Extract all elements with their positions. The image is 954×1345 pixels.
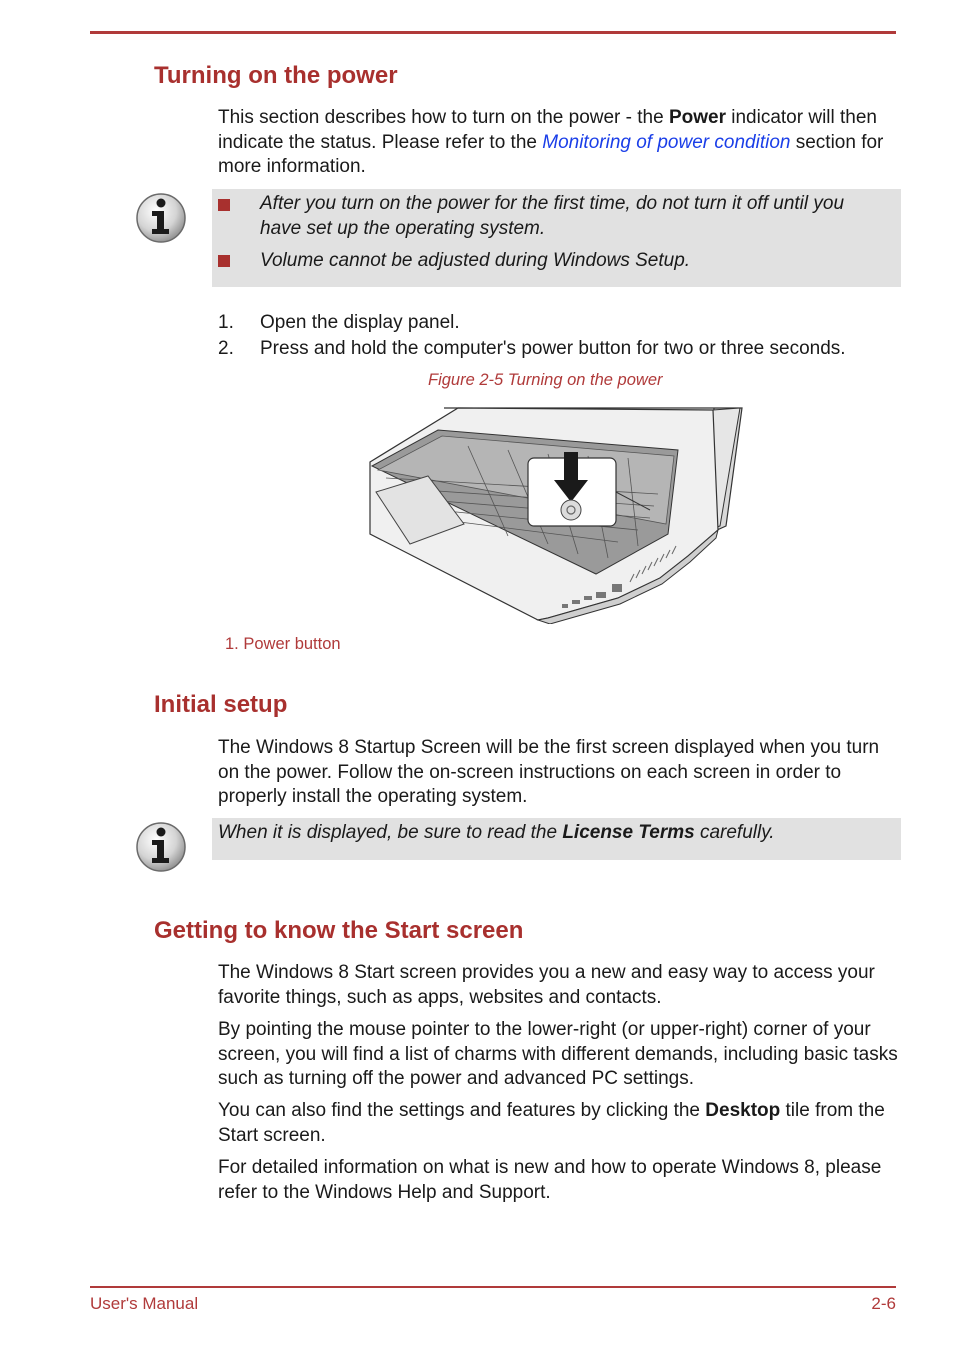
bottom-rule bbox=[90, 1286, 896, 1288]
step-text: Open the display panel. bbox=[260, 312, 460, 333]
intro-paragraph: This section describes how to turn on the power - the Power indicator will then indicate the status. Please refer to the Monitoring of power condition section for more information. bbox=[218, 107, 884, 177]
laptop-illustration bbox=[368, 406, 746, 624]
section-heading-turning-on-power: Turning on the power bbox=[154, 62, 398, 89]
info-icon bbox=[134, 820, 188, 874]
section-heading-start-screen: Getting to know the Start screen bbox=[154, 917, 524, 944]
page-number: 2-6 bbox=[871, 1294, 896, 1313]
initial-setup-paragraph: The Windows 8 Startup Screen will be the first screen displayed when you turn on the power. Follow the on-screen instructions on each screen in order to properly install the operating system. bbox=[218, 737, 880, 807]
bullet-marker bbox=[218, 199, 230, 211]
top-rule bbox=[90, 31, 896, 34]
note-item: After you turn on the power for the first time, do not turn it off until you have set up the operating system. bbox=[260, 193, 845, 239]
figure-caption: Figure 2-5 Turning on the power bbox=[428, 371, 663, 389]
start-screen-paragraph-1: The Windows 8 Start screen provides you a new and easy way to access your favorite things, such as apps, websites and contacts. bbox=[218, 962, 875, 1008]
start-screen-paragraph-4: For detailed information on what is new and how to operate Windows 8, please refer to the Windows Help and Support. bbox=[218, 1157, 882, 1203]
monitoring-power-link[interactable]: Monitoring of power condition bbox=[542, 131, 791, 153]
step-text: Press and hold the computer's power button for two or three seconds. bbox=[260, 338, 846, 359]
step-number: 2. bbox=[218, 338, 234, 359]
start-screen-paragraph-2: By pointing the mouse pointer to the lower-right (or upper-right) corner of your screen, you will find a list of charms with different demands, including basic tasks such as turning off the power and advanced PC settings. bbox=[218, 1019, 898, 1089]
bullet-marker bbox=[218, 255, 230, 267]
note-box-license bbox=[212, 818, 901, 860]
info-icon bbox=[134, 191, 188, 245]
step-number: 1. bbox=[218, 312, 234, 333]
note-item: When it is displayed, be sure to read the License Terms carefully. bbox=[218, 822, 775, 843]
note-item: Volume cannot be adjusted during Windows Setup. bbox=[260, 250, 691, 271]
note-box-first-power bbox=[212, 189, 901, 287]
start-screen-paragraph-3: You can also find the settings and features by clicking the Desktop tile from the Start screen. bbox=[218, 1100, 885, 1146]
section-heading-initial-setup: Initial setup bbox=[154, 691, 288, 718]
figure-legend: 1. Power button bbox=[225, 635, 341, 653]
footer-title: User's Manual bbox=[90, 1294, 199, 1313]
